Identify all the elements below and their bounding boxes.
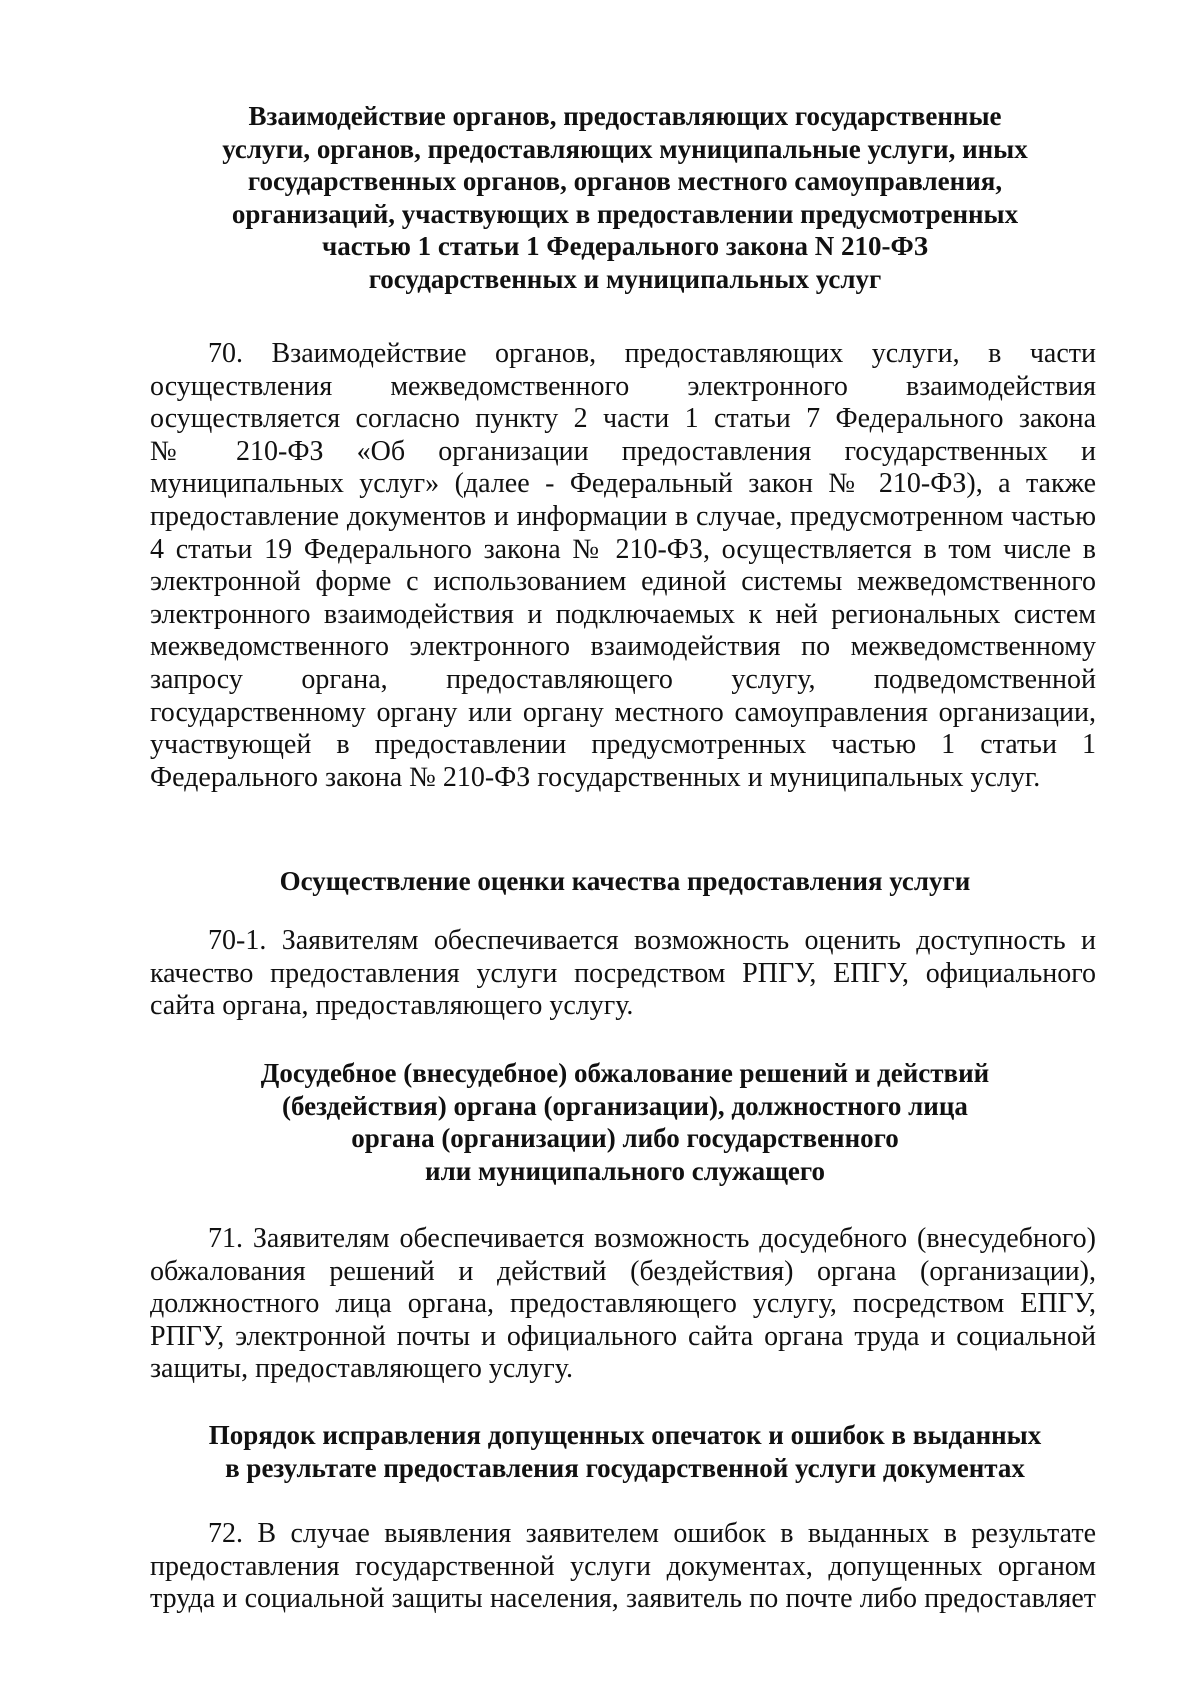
heading-line: Взаимодействие органов, предоставляющих государственные [248,101,1002,131]
heading-line: услуги, органов, предоставляющих муниципальные услуги, иных [222,133,1028,164]
heading-line: Осуществление оценки качества предоставления услуги [279,866,971,896]
heading-line: государственных и муниципальных услуг [368,263,882,294]
paragraph-line: 72. В случае выявления заявителем ошибок в выданных в результате [208,1518,1096,1549]
paragraph-line: осуществляется согласно пункту 2 части 1 статьи 7 Федерального закона [150,403,1096,435]
paragraph-line: предоставления государственной услуги документах, допущенных органом [150,1550,1096,1582]
paragraph-line: 4 статьи 19 Федерального закона № 210-ФЗ, осуществляется в том числе в [150,533,1096,565]
paragraph-line: № 210-ФЗ «Об организации предоставления государственных и [150,435,1096,467]
paragraph-line: участвующей в предоставлении предусмотренных частью 1 статьи 1 [150,729,1096,761]
paragraph-line: электронной форме с использованием единой системы межведомственного [150,566,1096,598]
heading-line: частью 1 статьи 1 Федерального закона N 210-ФЗ [322,231,928,261]
paragraph-line: муниципальных услуг» (далее - Федеральный закон № 210-ФЗ), а также [150,468,1096,500]
paragraph-line: электронного взаимодействия и подключаемых к ней региональных систем [150,598,1096,630]
paragraph-line: 70. Взаимодействие органов, предоставляющих услуги, в части [208,338,1096,369]
paragraph-line: межведомственного электронного взаимодействия по межведомственному [150,631,1096,663]
paragraph-70-1 [150,925,1096,1023]
paragraph-line: защиты, предоставляющего услугу. [150,1353,573,1385]
paragraph-line: качество предоставления услуги посредством РПГУ, ЕПГУ, официального [150,957,1096,989]
paragraph-line: Федерального закона № 210-ФЗ государственных и муниципальных услуг. [150,761,1041,793]
heading-line: или муниципального служащего [425,1155,825,1186]
heading-line: (бездействия) органа (организации), должностного лица [282,1090,968,1121]
paragraph-line: 71. Заявителям обеспечивается возможность досудебного (внесудебного) [208,1223,1096,1254]
section-heading-quality [150,865,1100,898]
paragraph-line: государственному органу или органу местного самоуправления организации, [150,696,1096,728]
paragraph-line: труда и социальной защиты населения, заявитель по почте либо предоставляет [150,1583,1096,1615]
section-heading-corrections [150,1419,1100,1484]
paragraph-71 [150,1223,1096,1386]
paragraph-line: 70-1. Заявителям обеспечивается возможность оценить доступность и [208,925,1096,956]
paragraph-line: РПГУ, электронной почты и официального сайта органа труда и социальной [150,1320,1096,1352]
paragraph-line: предоставление документов и информации в случае, предусмотренном частью [150,500,1096,532]
heading-line: Порядок исправления допущенных опечаток и ошибок в выданных [208,1420,1042,1450]
heading-line: организаций, участвующих в предоставлении предусмотренных [231,198,1019,229]
paragraph-72 [150,1518,1096,1616]
paragraph-line: сайта органа, предоставляющего услугу. [150,990,634,1022]
heading-line: государственных органов, органов местного самоуправления, [247,166,1003,196]
heading-line: Досудебное (внесудебное) обжалование решений и действий [260,1058,990,1088]
paragraph-line: должностного лица органа, предоставляющего услугу, посредством ЕПГУ, [150,1288,1096,1320]
section-heading-interaction [150,100,1100,295]
heading-line: органа (организации) либо государственного [351,1123,899,1153]
heading-line: в результате предоставления государственной услуги документах [225,1452,1025,1483]
paragraph-line: обжалования решений и действий (бездействия) органа (организации), [150,1255,1096,1287]
paragraph-line: осуществления межведомственного электронного взаимодействия [150,370,1096,402]
section-heading-appeal [150,1057,1100,1187]
paragraph-line: запросу органа, предоставляющего услугу, подведомственной [150,663,1096,695]
paragraph-70 [150,338,1096,794]
